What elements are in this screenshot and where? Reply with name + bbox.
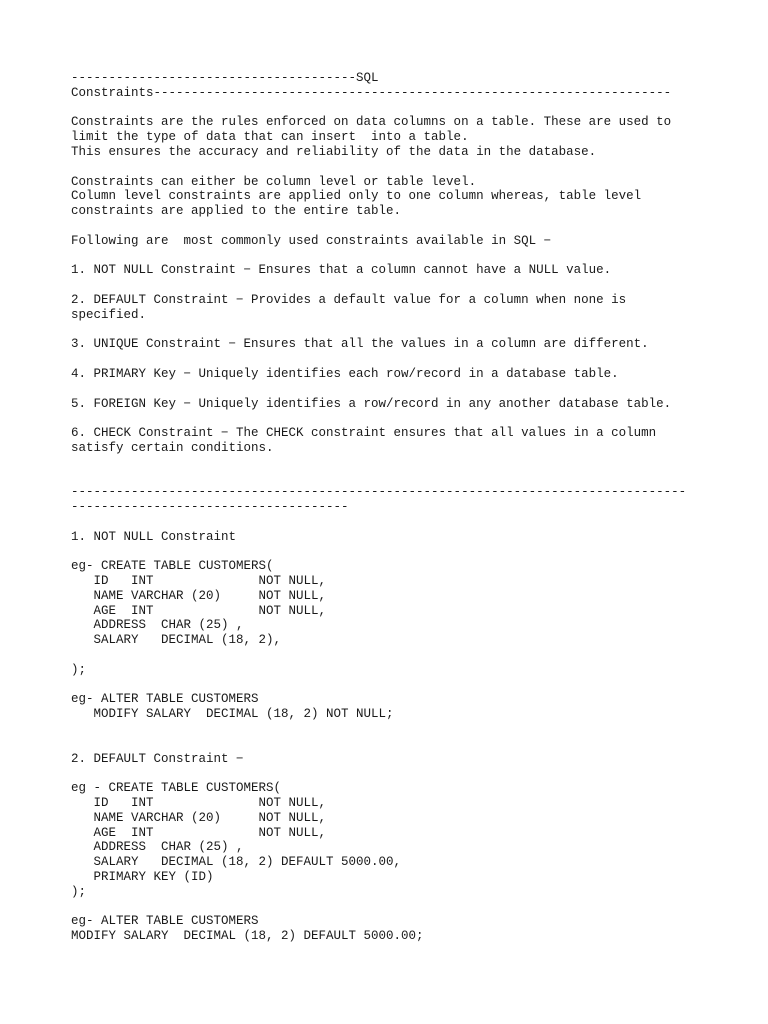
- text-line: 5. FOREIGN Key − Uniquely identifies a row/record in any another database table.: [71, 396, 672, 411]
- text-line: 4. PRIMARY Key − Uniquely identifies each row/record in a database table.: [71, 366, 619, 381]
- text-line: eg- ALTER TABLE CUSTOMERS: [71, 914, 259, 929]
- text-line: SALARY DECIMAL (18, 2),: [71, 633, 282, 648]
- text-line: 3. UNIQUE Constraint − Ensures that all the values in a column are different.: [71, 337, 649, 352]
- text-line: eg - CREATE TABLE CUSTOMERS(: [71, 781, 282, 796]
- text-line: satisfy certain conditions.: [71, 440, 274, 455]
- text-line: [71, 411, 751, 426]
- text-line: 6. CHECK Constraint − The CHECK constraint ensures that all values in a column: [71, 426, 657, 441]
- text-line: MODIFY SALARY DECIMAL (18, 2) NOT NULL;: [71, 707, 394, 722]
- text-line: [71, 101, 751, 116]
- text-line: 1. NOT NULL Constraint: [71, 529, 237, 544]
- text-line: eg- ALTER TABLE CUSTOMERS: [71, 692, 259, 707]
- text-line: ID INT NOT NULL,: [71, 574, 327, 589]
- text-line: NAME VARCHAR (20) NOT NULL,: [71, 588, 327, 603]
- text-line: SALARY DECIMAL (18, 2) DEFAULT 5000.00,: [71, 855, 402, 870]
- text-line: AGE INT NOT NULL,: [71, 825, 327, 840]
- text-line: [71, 249, 751, 264]
- text-line: [71, 545, 751, 560]
- text-line: [71, 678, 751, 693]
- text-line: [71, 278, 751, 293]
- text-line: constraints are applied to the entire table.: [71, 204, 402, 219]
- text-line: MODIFY SALARY DECIMAL (18, 2) DEFAULT 5000.00;: [71, 929, 424, 944]
- text-line: Constraints---------------------------------------------------------------------: [71, 85, 672, 100]
- text-line: ----------------------------------------------------------------------------------: [71, 485, 687, 500]
- text-line: --------------------------------------SQL: [71, 71, 379, 85]
- text-line: ID INT NOT NULL,: [71, 796, 327, 811]
- text-line: This ensures the accuracy and reliability of the data in the database.: [71, 144, 597, 159]
- text-line: PRIMARY KEY (ID): [71, 870, 214, 885]
- text-line: [71, 515, 751, 530]
- text-line: 2. DEFAULT Constraint −: [71, 751, 244, 766]
- text-line: Constraints can either be column level or table level.: [71, 174, 477, 189]
- text-line: eg- CREATE TABLE CUSTOMERS(: [71, 559, 274, 574]
- text-line: ADDRESS CHAR (25) ,: [71, 618, 244, 633]
- text-line: [71, 722, 751, 737]
- document-page: [71, 71, 751, 1011]
- text-line: -------------------------------------: [71, 500, 349, 515]
- text-line: Column level constraints are applied only to one column whereas, table level: [71, 189, 642, 204]
- text-line: Following are most commonly used constraints available in SQL −: [71, 233, 552, 248]
- text-line: [71, 900, 751, 915]
- text-line: NAME VARCHAR (20) NOT NULL,: [71, 810, 327, 825]
- text-line: [71, 352, 751, 367]
- text-line: [71, 648, 751, 663]
- text-line: [71, 323, 751, 338]
- text-line: );: [71, 884, 87, 899]
- text-line: [71, 219, 751, 234]
- text-line: ADDRESS CHAR (25) ,: [71, 840, 244, 855]
- text-line: [71, 382, 751, 397]
- text-line: 2. DEFAULT Constraint − Provides a default value for a column when none is: [71, 292, 627, 307]
- text-line: [71, 766, 751, 781]
- text-line: [71, 737, 751, 752]
- text-line: Constraints are the rules enforced on data columns on a table. These are used to: [71, 115, 672, 130]
- text-line: [71, 471, 751, 486]
- text-line: [71, 160, 751, 175]
- text-line: AGE INT NOT NULL,: [71, 603, 327, 618]
- text-line: limit the type of data that can insert into a table.: [71, 130, 469, 145]
- text-line: );: [71, 662, 87, 677]
- text-line: [71, 456, 751, 471]
- text-line: specified.: [71, 307, 147, 322]
- text-line: 1. NOT NULL Constraint − Ensures that a column cannot have a NULL value.: [71, 263, 612, 278]
